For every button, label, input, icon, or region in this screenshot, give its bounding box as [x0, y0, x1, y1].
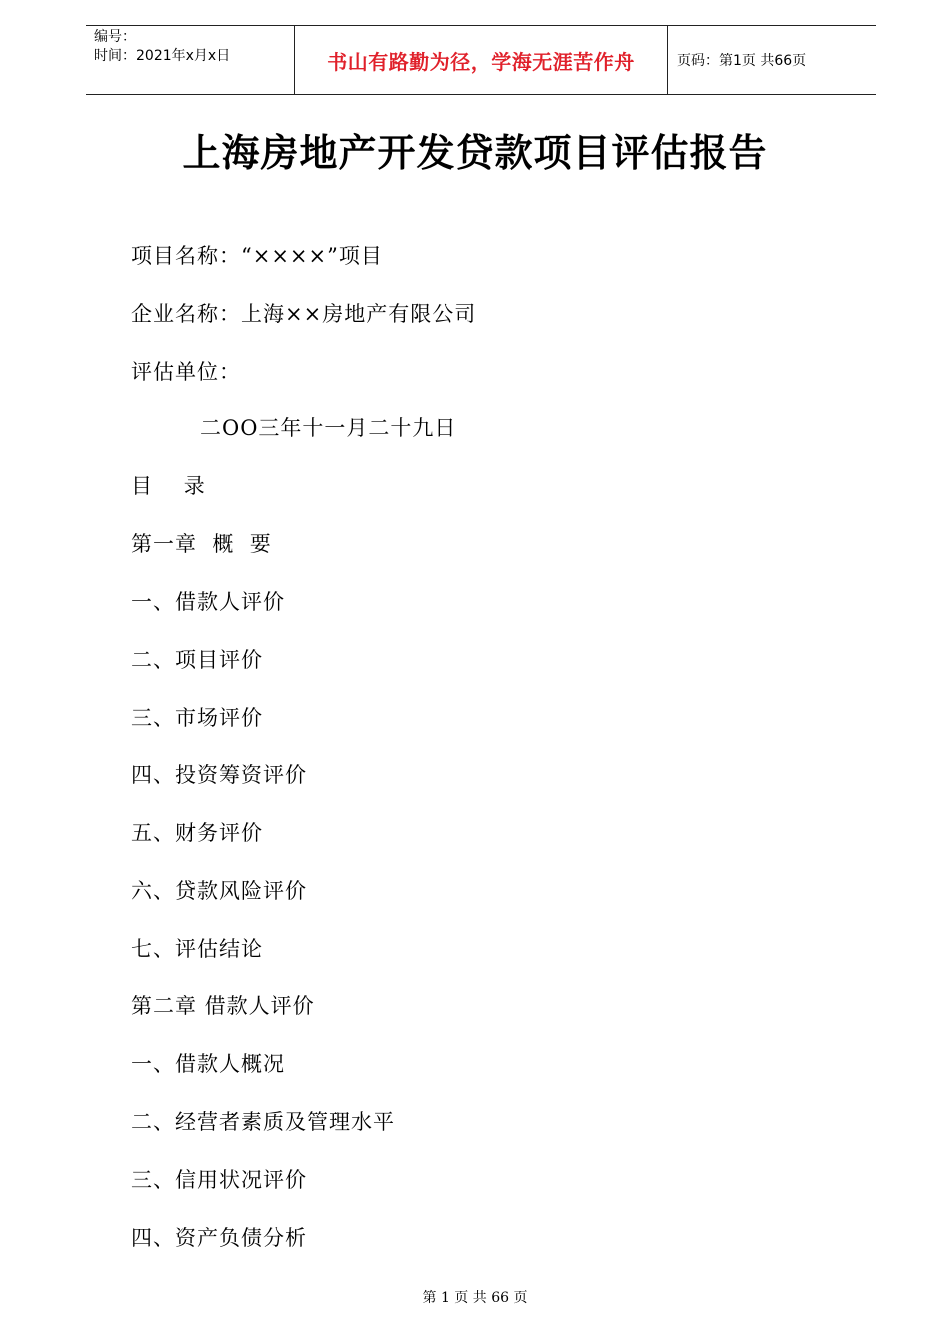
document-title: 上海房地产开发贷款项目评估报告	[182, 130, 768, 175]
toc-item: 三、信用状况评价	[131, 1168, 307, 1192]
toc-item: 二、经营者素质及管理水平	[131, 1110, 395, 1134]
toc-item: 四、资产负债分析	[131, 1226, 307, 1250]
header-meta	[86, 26, 294, 94]
date-line: 二OO三年十一月二十九日	[200, 416, 457, 440]
toc-item: 六、贷款风险评价	[131, 879, 307, 903]
header-motto: 书山有路勤为径，学海无涯苦作舟	[294, 26, 668, 94]
project-name-line: 项目名称：“××××”项目	[131, 244, 383, 268]
document-number-label: 编号：	[94, 29, 136, 45]
toc-item: 三、市场评价	[131, 706, 263, 730]
header-page-info: 页码：第1页 共66页	[677, 53, 807, 69]
page-header	[86, 25, 876, 95]
company-name-line: 企业名称：上海××房地产有限公司	[131, 302, 477, 326]
page-footer: 第 1 页 共 66 页	[422, 1290, 528, 1306]
toc-heading: 目 录	[131, 474, 206, 498]
document-time-label: 时间：2021年x月x日	[94, 48, 231, 64]
toc-chapter: 第二章 借款人评价	[131, 994, 315, 1018]
toc-item: 五、财务评价	[131, 821, 263, 845]
toc-item: 四、投资筹资评价	[131, 763, 307, 787]
toc-chapter: 第一章 概 要	[131, 532, 272, 556]
toc-item: 七、评估结论	[131, 937, 263, 961]
toc-item: 一、借款人概况	[131, 1052, 285, 1076]
toc-item: 一、借款人评价	[131, 590, 285, 614]
toc-item: 二、项目评价	[131, 648, 263, 672]
evaluator-line: 评估单位：	[131, 360, 241, 384]
